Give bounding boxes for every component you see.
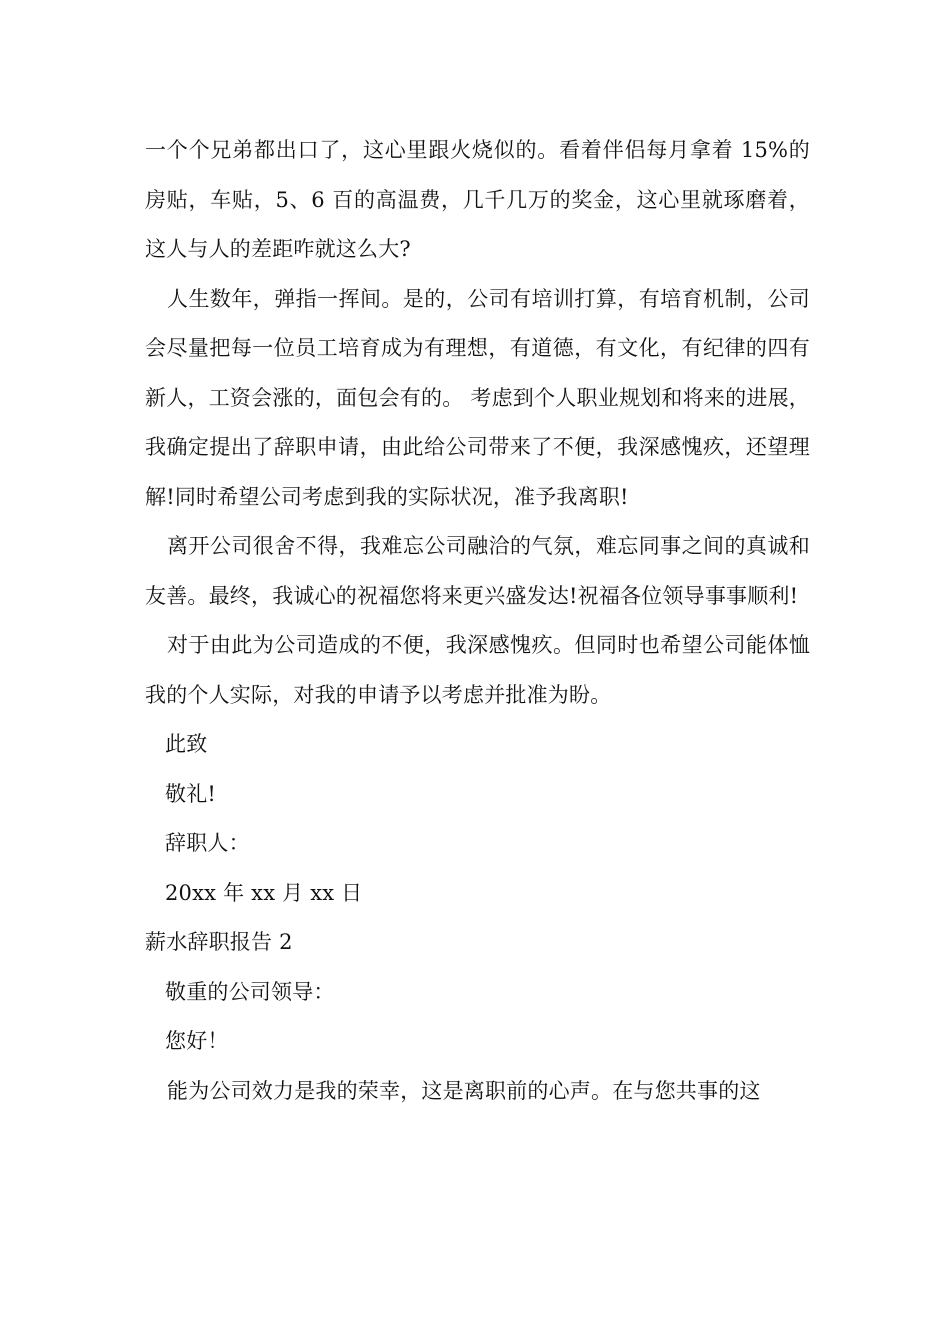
closing-salutation: 此致 [165, 732, 208, 756]
letter-date: 20xx 年 xx 月 xx 日 [165, 880, 363, 905]
paragraph-opening: 能为公司效力是我的荣幸，这是离职前的心声。在与您共事的这 [167, 1078, 761, 1103]
letter-addressee: 敬重的公司领导： [165, 979, 335, 1004]
paragraph-apology: 对于由此为公司造成的不便，我深感愧疚。但同时也希望公司能体恤我的个人实际，对我的申请予以考虑并批准为盼。 [145, 633, 810, 707]
closing-respect: 敬礼! [165, 781, 217, 806]
document-body [145, 126, 810, 1116]
signer-label: 辞职人： [165, 831, 250, 855]
paragraph-resignation-reason: 人生数年，弹指一挥间。是的，公司有培训打算，有培育机制，公司会尽量把每一位员工培育成为有理想，有道德，有文化，有纪律的四有新人，工资会涨的，面包会有的。 考虑到个人职业规划和将来的进展，我确定提出了辞职申请，由此给公司带来了不便，我深感愧疚，还望理解!同时希望公司考虑到我的实际状况，准予我离职! [145, 286, 810, 509]
letter-greeting: 您好！ [165, 1029, 229, 1053]
section-title: 薪水辞职报告 2 [145, 930, 293, 954]
paragraph-farewell-wishes: 离开公司很舍不得，我难忘公司融洽的气氛，难忘同事之间的真诚和友善。最终，我诚心的祝福您将来更兴盛发达!祝福各位领导事事顺利! [145, 534, 810, 608]
paragraph-sibling-comparison: 一个个兄弟都出口了，这心里跟火烧似的。看着伴侣每月拿着 15%的房贴，车贴，5、6 百的高温费，几千几万的奖金，这心里就琢磨着，这人与人的差距咋就这么大? [145, 138, 810, 261]
